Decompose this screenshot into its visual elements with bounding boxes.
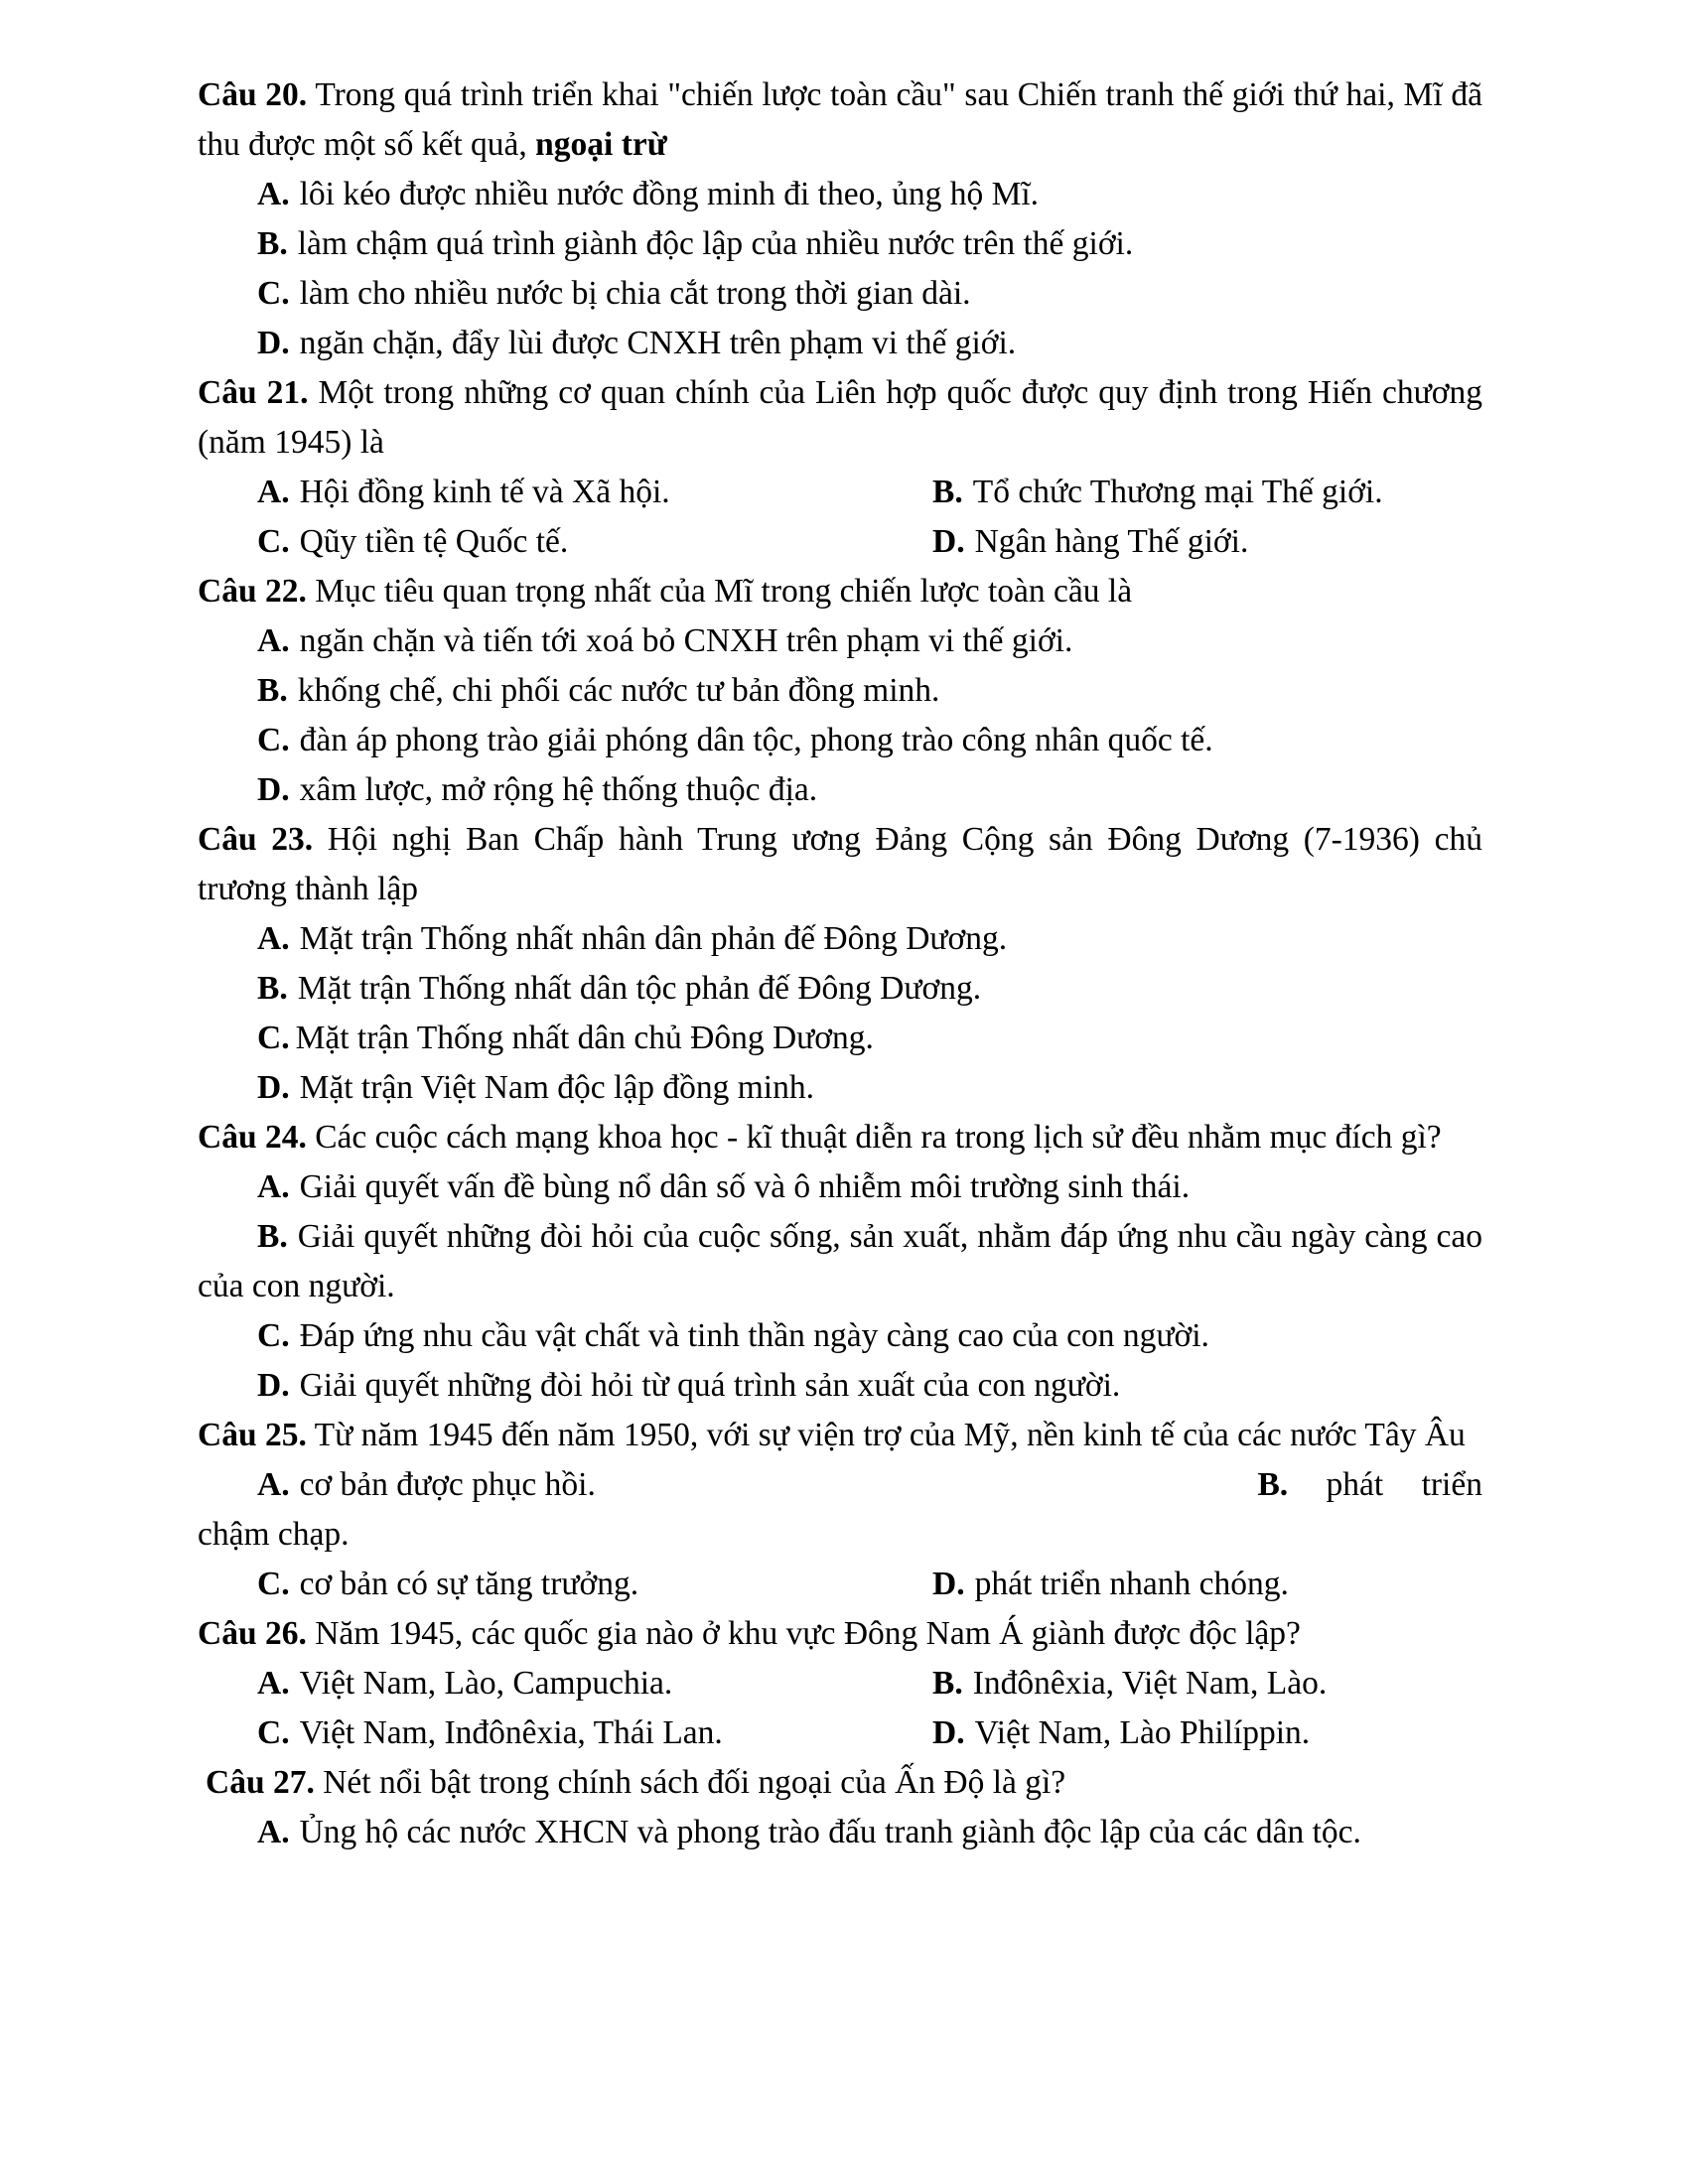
option-text: Giải quyết những đòi hỏi của cuộc sống, sản xuất, nhằm đáp ứng nhu cầu ngày càng cao của con người.: [198, 1218, 1482, 1304]
option-d: [198, 319, 1482, 368]
option-c: [198, 1311, 1482, 1361]
question-number: Câu 25.: [198, 1417, 307, 1453]
option-d: [932, 1560, 1482, 1609]
option-text: ngăn chặn và tiến tới xoá bỏ CNXH trên phạm vi thế giới.: [299, 622, 1073, 659]
option-b: [1257, 1460, 1482, 1510]
question-stem: [198, 1609, 1482, 1659]
question-stem: [198, 70, 1482, 170]
option-label: B.: [932, 474, 963, 510]
option-c: [198, 1014, 1482, 1063]
option-row: [198, 1708, 1482, 1758]
option-row: [198, 517, 1482, 567]
option-label: B.: [257, 1218, 288, 1255]
question-text: Trong quá trình triển khai "chiến lược toàn cầu" sau Chiến tranh thế giới thứ hai, Mĩ đã thu được một số kết quả,: [198, 76, 1483, 163]
option-text: phát triển: [1326, 1466, 1482, 1503]
option-label: D.: [257, 325, 290, 361]
option-a: [198, 170, 1482, 219]
option-text: làm chậm quá trình giành độc lập của nhiều nước trên thế giới.: [297, 225, 1134, 262]
option-b: [198, 666, 1482, 716]
option-label: C.: [257, 1020, 290, 1056]
option-label: C.: [257, 1566, 290, 1602]
option-a: [198, 1808, 1482, 1857]
option-c: [198, 517, 932, 567]
question-27: [198, 1758, 1482, 1857]
option-d: [198, 1361, 1482, 1411]
question-stem: [198, 1758, 1482, 1808]
option-text: Inđônêxia, Việt Nam, Lào.: [972, 1665, 1328, 1702]
question-text: Năm 1945, các quốc gia nào ở khu vực Đông Nam Á giành được độc lập?: [315, 1615, 1301, 1652]
option-label: D.: [257, 1367, 290, 1404]
option-label: D.: [932, 1566, 965, 1602]
option-label: D.: [257, 771, 290, 808]
option-text: đàn áp phong trào giải phóng dân tộc, phong trào công nhân quốc tế.: [299, 722, 1213, 758]
option-b-continuation: chậm chạp.: [198, 1516, 350, 1553]
option-text: Hội đồng kinh tế và Xã hội.: [299, 474, 670, 510]
question-stem: [198, 1411, 1482, 1460]
question-number: Câu 22.: [198, 573, 307, 610]
option-row: [198, 1560, 1482, 1609]
option-row: [198, 1460, 1482, 1510]
option-text: lôi kéo được nhiều nước đồng minh đi theo, ủng hộ Mĩ.: [299, 176, 1040, 212]
question-number: Câu 21.: [198, 374, 309, 411]
option-d: [932, 1708, 1482, 1758]
option-label: A.: [257, 1466, 290, 1503]
option-text: Việt Nam, Lào, Campuchia.: [299, 1665, 673, 1702]
option-a: [257, 1460, 596, 1510]
question-stem: [198, 815, 1482, 914]
option-b: [932, 468, 1482, 517]
question-number: Câu 27.: [206, 1764, 315, 1801]
question-21: [198, 368, 1482, 567]
option-label: A.: [257, 176, 290, 212]
option-label: A.: [257, 474, 290, 510]
option-label: C.: [257, 722, 290, 758]
option-text: Giải quyết vấn đề bùng nổ dân số và ô nhiễm môi trường sinh thái.: [299, 1168, 1191, 1205]
option-b: [198, 1212, 1482, 1311]
option-c: [198, 716, 1482, 765]
question-emphasis: ngoại trừ: [535, 126, 667, 163]
option-c: [198, 269, 1482, 319]
question-number: Câu 24.: [198, 1119, 307, 1156]
question-number: Câu 20.: [198, 76, 308, 113]
option-label: A.: [257, 1665, 290, 1702]
option-text: phát triển nhanh chóng.: [974, 1566, 1289, 1602]
option-text: cơ bản được phục hồi.: [299, 1466, 596, 1503]
option-text: Giải quyết những đòi hỏi từ quá trình sản xuất của con người.: [299, 1367, 1121, 1404]
option-text: Mặt trận Thống nhất dân tộc phản đế Đông Dương.: [297, 970, 982, 1007]
option-a: [198, 616, 1482, 666]
option-text: cơ bản có sự tăng trưởng.: [299, 1566, 639, 1602]
option-label: C.: [257, 275, 290, 312]
question-stem: [198, 1113, 1482, 1162]
option-label: B.: [257, 672, 288, 709]
option-text: Qũy tiền tệ Quốc tế.: [299, 523, 569, 560]
option-text: ngăn chặn, đẩy lùi được CNXH trên phạm vi thế giới.: [299, 325, 1017, 361]
option-label: C.: [257, 523, 290, 560]
option-c: [198, 1560, 932, 1609]
option-b: [198, 964, 1482, 1014]
option-b: [932, 1659, 1482, 1708]
option-label: B.: [257, 225, 288, 262]
question-24: [198, 1113, 1482, 1411]
option-label: B.: [932, 1665, 963, 1702]
option-label: D.: [932, 1714, 965, 1751]
option-label: D.: [932, 523, 965, 560]
option-label: B.: [257, 970, 288, 1007]
option-d: [932, 517, 1482, 567]
option-d: [198, 1063, 1482, 1113]
option-text: Mặt trận Thống nhất dân chủ Đông Dương.: [295, 1020, 874, 1056]
option-label: B.: [1257, 1466, 1289, 1503]
option-label: C.: [257, 1714, 290, 1751]
question-text: Mục tiêu quan trọng nhất của Mĩ trong chiến lược toàn cầu là: [315, 573, 1133, 610]
option-a: [198, 1659, 932, 1708]
option-text: xâm lược, mở rộng hệ thống thuộc địa.: [299, 771, 818, 808]
option-label: A.: [257, 1814, 290, 1850]
option-label: C.: [257, 1317, 290, 1354]
question-number: Câu 26.: [198, 1615, 307, 1652]
question-23: [198, 815, 1482, 1113]
option-text: làm cho nhiều nước bị chia cắt trong thời gian dài.: [299, 275, 971, 312]
option-d: [198, 765, 1482, 815]
question-text: Từ năm 1945 đến năm 1950, với sự viện trợ của Mỹ, nền kinh tế của các nước Tây Âu: [314, 1417, 1466, 1453]
option-a: [198, 468, 932, 517]
option-label: A.: [257, 622, 290, 659]
question-text: Hội nghị Ban Chấp hành Trung ương Đảng Cộng sản Đông Dương (7-1936) chủ trương thành lập: [198, 821, 1482, 907]
question-stem: [198, 368, 1482, 468]
option-text: Việt Nam, Inđônêxia, Thái Lan.: [299, 1714, 723, 1751]
option-text: Ngân hàng Thế giới.: [974, 523, 1249, 560]
option-row: [198, 1659, 1482, 1708]
option-row: [198, 468, 1482, 517]
question-20: [198, 70, 1482, 368]
question-22: [198, 567, 1482, 815]
question-text: Một trong những cơ quan chính của Liên hợp quốc được quy định trong Hiến chương (năm 1945) là: [198, 374, 1483, 461]
option-a: [198, 1162, 1482, 1212]
option-text: Ủng hộ các nước XHCN và phong trào đấu tranh giành độc lập của các dân tộc.: [299, 1814, 1361, 1850]
option-c: [198, 1708, 932, 1758]
option-b: [198, 219, 1482, 269]
question-text: Nét nổi bật trong chính sách đối ngoại của Ấn Độ là gì?: [323, 1764, 1066, 1801]
question-25: [198, 1411, 1482, 1609]
exam-page: [198, 70, 1482, 1857]
option-text: Việt Nam, Lào Philíppin.: [974, 1714, 1311, 1751]
question-text: Các cuộc cách mạng khoa học - kĩ thuật diễn ra trong lịch sử đều nhằm mục đích gì?: [315, 1119, 1442, 1156]
option-text: Đáp ứng nhu cầu vật chất và tinh thần ngày càng cao của con người.: [299, 1317, 1209, 1354]
option-label: D.: [257, 1069, 290, 1106]
option-label: A.: [257, 1168, 290, 1205]
question-stem: [198, 567, 1482, 616]
question-26: [198, 1609, 1482, 1758]
question-number: Câu 23.: [198, 821, 314, 858]
option-text: Mặt trận Việt Nam độc lập đồng minh.: [299, 1069, 814, 1106]
option-text: Tổ chức Thương mại Thế giới.: [972, 474, 1383, 510]
option-text: khống chế, chi phối các nước tư bản đồng minh.: [297, 672, 940, 709]
option-text: Mặt trận Thống nhất nhân dân phản đế Đông Dương.: [299, 920, 1008, 957]
option-label: A.: [257, 920, 290, 957]
option-a: [198, 914, 1482, 964]
